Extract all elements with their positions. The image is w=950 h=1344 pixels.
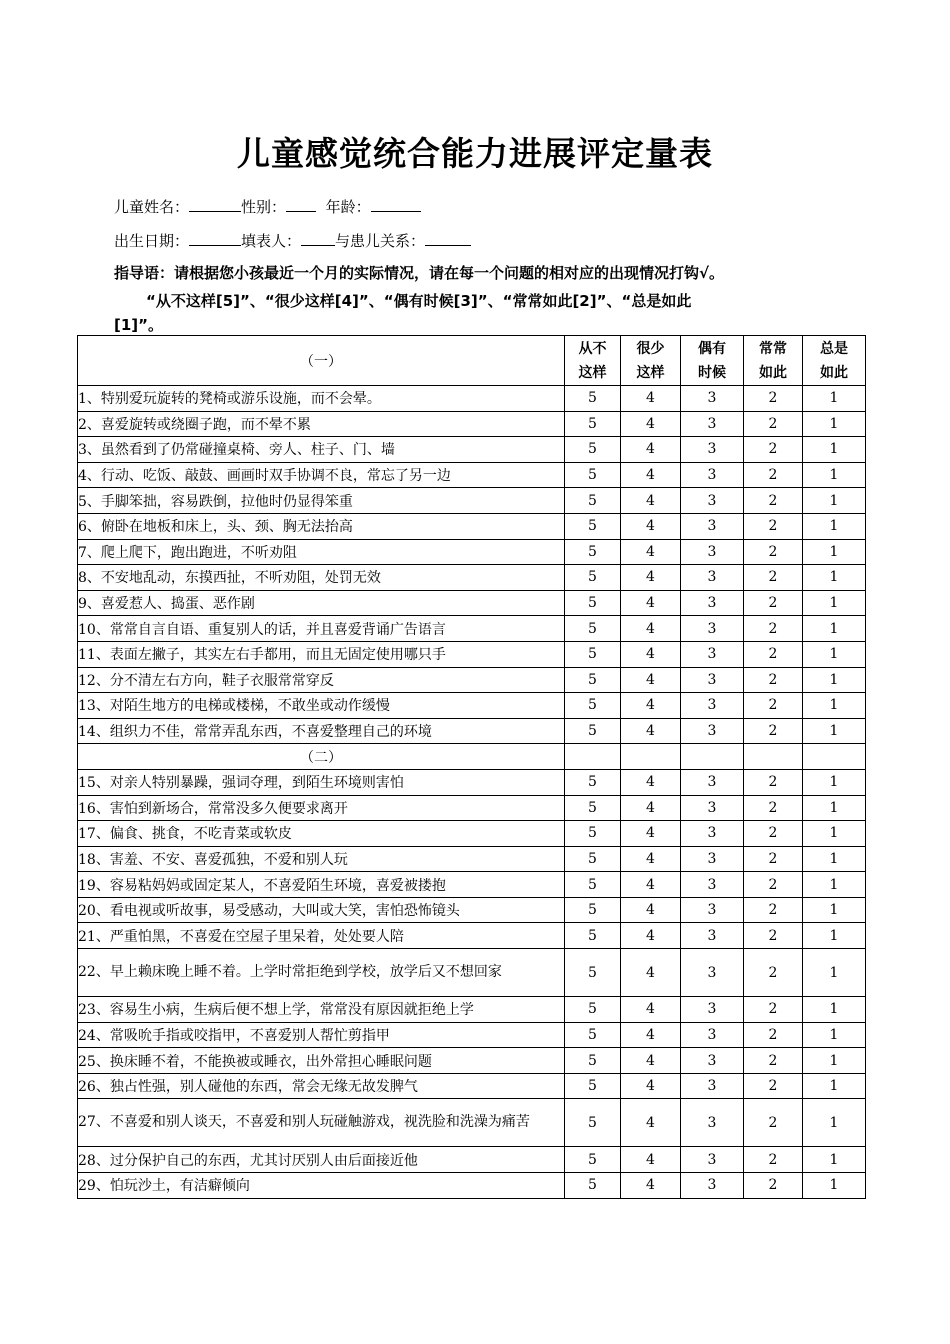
- option-always-line-2: 如此: [820, 364, 848, 381]
- score-cell[interactable]: 5: [565, 539, 621, 565]
- item-text: 20、看电视或听故事，易受感动，大叫或大笑，害怕恐怖镜头: [78, 897, 565, 923]
- table-row: [78, 718, 866, 744]
- option-rarely-line-2: 这样: [636, 364, 665, 381]
- score-cell[interactable]: 4: [621, 590, 681, 616]
- table-row: [78, 590, 866, 616]
- score-cell[interactable]: 3: [681, 897, 744, 923]
- score-cell[interactable]: 3: [681, 565, 744, 591]
- score-cell[interactable]: 5: [565, 949, 621, 997]
- score-cell[interactable]: 4: [621, 821, 681, 847]
- score-cell[interactable]: 5: [565, 846, 621, 872]
- score-cell[interactable]: 5: [565, 590, 621, 616]
- score-cell[interactable]: 3: [681, 795, 744, 821]
- score-cell[interactable]: 1: [803, 795, 866, 821]
- score-cell[interactable]: 2: [744, 923, 803, 949]
- score-cell[interactable]: 3: [681, 1022, 744, 1048]
- score-cell[interactable]: 5: [565, 821, 621, 847]
- score-cell[interactable]: 2: [744, 795, 803, 821]
- header-row: [78, 336, 866, 386]
- score-cell[interactable]: 4: [621, 949, 681, 997]
- section-1-header: （一）: [78, 336, 565, 386]
- score-cell[interactable]: 4: [621, 997, 681, 1023]
- table-row: [78, 897, 866, 923]
- score-cell[interactable]: 4: [621, 641, 681, 667]
- score-cell[interactable]: 5: [565, 565, 621, 591]
- empty-cell: [744, 744, 803, 770]
- score-cell[interactable]: 5: [565, 1022, 621, 1048]
- filler-label: 填表人：: [241, 232, 302, 250]
- score-cell[interactable]: 3: [681, 821, 744, 847]
- table-row: [78, 488, 866, 514]
- item-text: 27、不喜爱和别人谈天，不喜爱和别人玩碰触游戏，视洗脸和洗澡为痛苦: [78, 1099, 565, 1147]
- score-cell[interactable]: 4: [621, 923, 681, 949]
- option-often-line-1: 常常: [759, 340, 787, 357]
- score-cell[interactable]: 1: [803, 1048, 866, 1074]
- item-text: 15、对亲人特别暴躁，强词夺理，到陌生环境则害怕: [78, 769, 565, 795]
- score-cell[interactable]: 3: [681, 437, 744, 463]
- table-row: [78, 997, 866, 1023]
- score-cell[interactable]: 5: [565, 641, 621, 667]
- score-cell[interactable]: 2: [744, 565, 803, 591]
- score-cell[interactable]: 4: [621, 1048, 681, 1074]
- score-cell[interactable]: 2: [744, 997, 803, 1023]
- score-cell[interactable]: 4: [621, 437, 681, 463]
- item-text: 1、特别爱玩旋转的凳椅或游乐设施，而不会晕。: [78, 386, 565, 412]
- table-row: [78, 565, 866, 591]
- score-cell[interactable]: 5: [565, 795, 621, 821]
- score-cell[interactable]: 3: [681, 1099, 744, 1147]
- name-label: 儿童姓名：: [114, 198, 190, 216]
- item-text: 21、严重怕黑，不喜爱在空屋子里呆着，处处要人陪: [78, 923, 565, 949]
- score-cell[interactable]: 5: [565, 488, 621, 514]
- rating-table-body: [78, 386, 866, 1199]
- table-row: [78, 616, 866, 642]
- item-text: 22、早上赖床晚上睡不着。上学时常拒绝到学校，放学后又不想回家: [78, 949, 565, 997]
- item-text: 6、俯卧在地板和床上，头、颈、胸无法抬高: [78, 513, 565, 539]
- score-cell[interactable]: 5: [565, 411, 621, 437]
- score-cell[interactable]: 5: [565, 1073, 621, 1099]
- score-cell[interactable]: 1: [803, 1073, 866, 1099]
- score-cell[interactable]: 2: [744, 437, 803, 463]
- score-cell[interactable]: 2: [744, 1099, 803, 1147]
- info-line-2: [114, 230, 471, 251]
- table-row: [78, 1099, 866, 1147]
- score-cell[interactable]: 4: [621, 386, 681, 412]
- score-cell[interactable]: 1: [803, 641, 866, 667]
- score-cell[interactable]: 4: [621, 693, 681, 719]
- score-cell[interactable]: 5: [565, 693, 621, 719]
- page-title: 儿童感觉统合能力进展评定量表: [237, 134, 713, 173]
- score-cell[interactable]: 1: [803, 997, 866, 1023]
- item-text: 19、容易粘妈妈或固定某人，不喜爱陌生环境，喜爱被搂抱: [78, 872, 565, 898]
- table-row: [78, 795, 866, 821]
- score-cell[interactable]: 4: [621, 539, 681, 565]
- score-cell[interactable]: 4: [621, 1022, 681, 1048]
- score-cell[interactable]: 1: [803, 1147, 866, 1173]
- score-cell[interactable]: 5: [565, 667, 621, 693]
- item-text: 18、害羞、不安、喜爱孤独，不爱和别人玩: [78, 846, 565, 872]
- table-row: [78, 693, 866, 719]
- score-cell[interactable]: 2: [744, 693, 803, 719]
- item-text: 23、容易生小病，生病后便不想上学，常常没有原因就拒绝上学: [78, 997, 565, 1023]
- score-cell[interactable]: 5: [565, 769, 621, 795]
- score-cell[interactable]: 5: [565, 462, 621, 488]
- option-never-line-2: 这样: [578, 364, 607, 381]
- table-row: [78, 462, 866, 488]
- item-text: 14、组织力不佳，常常弄乱东西，不喜爱整理自己的环境: [78, 718, 565, 744]
- score-cell[interactable]: 1: [803, 539, 866, 565]
- option-always-line-1: 总是: [820, 340, 848, 357]
- gender-field[interactable]: [286, 197, 316, 212]
- empty-cell: [681, 744, 744, 770]
- score-cell[interactable]: 1: [803, 949, 866, 997]
- score-cell[interactable]: 2: [744, 872, 803, 898]
- table-row: [78, 539, 866, 565]
- score-cell[interactable]: 4: [621, 616, 681, 642]
- score-cell[interactable]: 1: [803, 1099, 866, 1147]
- score-cell[interactable]: 1: [803, 821, 866, 847]
- score-cell[interactable]: 2: [744, 1173, 803, 1199]
- score-cell[interactable]: 3: [681, 667, 744, 693]
- score-cell[interactable]: 2: [744, 949, 803, 997]
- score-cell[interactable]: 5: [565, 1048, 621, 1074]
- score-cell[interactable]: 4: [621, 1147, 681, 1173]
- score-cell[interactable]: 3: [681, 641, 744, 667]
- table-row: [78, 1173, 866, 1199]
- score-cell[interactable]: 2: [744, 488, 803, 514]
- item-text: 8、不安地乱动，东摸西扯，不听劝阻，处罚无效: [78, 565, 565, 591]
- item-text: 25、换床睡不着，不能换被或睡衣，出外常担心睡眠问题: [78, 1048, 565, 1074]
- item-text: 17、偏食、挑食，不吃青菜或软皮: [78, 821, 565, 847]
- table-row: [78, 1073, 866, 1099]
- score-cell[interactable]: 2: [744, 590, 803, 616]
- option-sometimes-line-2: 时候: [698, 364, 726, 381]
- score-cell[interactable]: 1: [803, 488, 866, 514]
- birth-field[interactable]: [189, 231, 241, 246]
- score-cell[interactable]: 2: [744, 769, 803, 795]
- table-row: [78, 872, 866, 898]
- filler-field[interactable]: [301, 231, 335, 246]
- score-cell[interactable]: 3: [681, 1173, 744, 1199]
- score-cell[interactable]: 4: [621, 411, 681, 437]
- score-cell[interactable]: 2: [744, 1073, 803, 1099]
- name-field[interactable]: [189, 197, 241, 212]
- table-row: [78, 667, 866, 693]
- score-cell[interactable]: 1: [803, 872, 866, 898]
- score-cell[interactable]: 3: [681, 616, 744, 642]
- score-cell[interactable]: 2: [744, 718, 803, 744]
- score-cell[interactable]: 3: [681, 949, 744, 997]
- empty-cell: [621, 744, 681, 770]
- option-often-line-2: 如此: [759, 364, 787, 381]
- table-row: [78, 411, 866, 437]
- score-cell[interactable]: 3: [681, 386, 744, 412]
- score-cell[interactable]: 4: [621, 872, 681, 898]
- score-cell[interactable]: 2: [744, 897, 803, 923]
- score-cell[interactable]: 3: [681, 1048, 744, 1074]
- score-cell[interactable]: 3: [681, 513, 744, 539]
- score-cell[interactable]: 5: [565, 1099, 621, 1147]
- score-cell[interactable]: 1: [803, 437, 866, 463]
- age-field[interactable]: [371, 197, 421, 212]
- item-text: 7、爬上爬下，跑出跑进，不听劝阻: [78, 539, 565, 565]
- score-cell[interactable]: 2: [744, 1022, 803, 1048]
- score-cell[interactable]: 2: [744, 616, 803, 642]
- score-cell[interactable]: 2: [744, 821, 803, 847]
- item-text: 13、对陌生地方的电梯或楼梯，不敢坐或动作缓慢: [78, 693, 565, 719]
- score-cell[interactable]: 3: [681, 462, 744, 488]
- score-cell[interactable]: 2: [744, 667, 803, 693]
- age-label: 年龄：: [325, 198, 371, 216]
- item-text: 4、行动、吃饭、敲鼓、画画时双手协调不良，常忘了另一边: [78, 462, 565, 488]
- score-cell[interactable]: 5: [565, 616, 621, 642]
- option-sometimes-line-1: 偶有: [698, 340, 726, 357]
- option-never-header: [565, 336, 621, 386]
- score-cell[interactable]: 3: [681, 693, 744, 719]
- score-cell[interactable]: 3: [681, 539, 744, 565]
- score-cell[interactable]: 4: [621, 513, 681, 539]
- option-always-header: [803, 336, 866, 386]
- score-cell[interactable]: 1: [803, 923, 866, 949]
- score-cell[interactable]: 1: [803, 718, 866, 744]
- score-cell[interactable]: 2: [744, 513, 803, 539]
- table-row: [78, 949, 866, 997]
- instruction-line-1: 指导语：请根据您小孩最近一个月的实际情况，请在每一个问题的相对应的出现情况打钩√。: [114, 264, 725, 282]
- table-row: [78, 769, 866, 795]
- table-row: [78, 641, 866, 667]
- score-cell[interactable]: 5: [565, 1147, 621, 1173]
- score-cell[interactable]: 1: [803, 667, 866, 693]
- score-cell[interactable]: 1: [803, 513, 866, 539]
- option-rarely-header: [621, 336, 681, 386]
- score-cell[interactable]: 3: [681, 769, 744, 795]
- score-cell[interactable]: 1: [803, 411, 866, 437]
- item-text: 10、常常自言自语、重复别人的话，并且喜爱背诵广告语言: [78, 616, 565, 642]
- item-text: 12、分不清左右方向，鞋子衣服常常穿反: [78, 667, 565, 693]
- item-text: 9、喜爱惹人、捣蛋、恶作剧: [78, 590, 565, 616]
- score-cell[interactable]: 1: [803, 462, 866, 488]
- table-row: [78, 923, 866, 949]
- score-cell[interactable]: 2: [744, 641, 803, 667]
- item-text: 11、表面左撇子，其实左右手都用，而且无固定使用哪只手: [78, 641, 565, 667]
- info-line-1: [114, 196, 421, 217]
- table-row: [78, 821, 866, 847]
- score-cell[interactable]: 2: [744, 462, 803, 488]
- birth-label: 出生日期：: [114, 232, 190, 250]
- score-cell[interactable]: 5: [565, 923, 621, 949]
- score-cell[interactable]: 4: [621, 462, 681, 488]
- relation-field[interactable]: [425, 231, 471, 246]
- item-text: 29、怕玩沙土，有洁癖倾向: [78, 1173, 565, 1199]
- relation-label: 与患儿关系：: [335, 232, 426, 250]
- score-cell[interactable]: 3: [681, 1073, 744, 1099]
- score-cell[interactable]: 5: [565, 718, 621, 744]
- option-rarely-line-1: 很少: [636, 340, 665, 357]
- section-2-row: [78, 744, 866, 770]
- score-cell[interactable]: 5: [565, 872, 621, 898]
- item-text: 28、过分保护自己的东西，尤其讨厌别人由后面接近他: [78, 1147, 565, 1173]
- score-cell[interactable]: 2: [744, 1147, 803, 1173]
- score-cell[interactable]: 1: [803, 897, 866, 923]
- score-cell[interactable]: 3: [681, 488, 744, 514]
- score-cell[interactable]: 4: [621, 769, 681, 795]
- score-cell[interactable]: 4: [621, 1073, 681, 1099]
- table-row: [78, 1147, 866, 1173]
- score-cell[interactable]: 2: [744, 539, 803, 565]
- score-cell[interactable]: 3: [681, 846, 744, 872]
- score-cell[interactable]: 4: [621, 795, 681, 821]
- table-row: [78, 1048, 866, 1074]
- gender-label: 性别：: [241, 198, 287, 216]
- score-cell[interactable]: 2: [744, 386, 803, 412]
- score-cell[interactable]: 2: [744, 846, 803, 872]
- score-cell[interactable]: 1: [803, 565, 866, 591]
- score-cell[interactable]: 1: [803, 386, 866, 412]
- score-cell[interactable]: 3: [681, 590, 744, 616]
- item-text: 24、常吸吮手指或咬指甲，不喜爱别人帮忙剪指甲: [78, 1022, 565, 1048]
- score-cell[interactable]: 4: [621, 488, 681, 514]
- table-row: [78, 386, 866, 412]
- score-cell[interactable]: 1: [803, 1022, 866, 1048]
- rating-table: [77, 335, 866, 1199]
- table-row: [78, 1022, 866, 1048]
- score-cell[interactable]: 5: [565, 897, 621, 923]
- item-text: 26、独占性强，别人碰他的东西，常会无缘无故发脾气: [78, 1073, 565, 1099]
- score-cell[interactable]: 5: [565, 513, 621, 539]
- option-never-line-1: 从不: [578, 340, 607, 357]
- option-sometimes-header: [681, 336, 744, 386]
- score-cell[interactable]: 4: [621, 1099, 681, 1147]
- score-cell[interactable]: 3: [681, 923, 744, 949]
- score-cell[interactable]: 1: [803, 1173, 866, 1199]
- score-cell[interactable]: 3: [681, 718, 744, 744]
- score-cell[interactable]: 2: [744, 411, 803, 437]
- score-cell[interactable]: 4: [621, 897, 681, 923]
- option-often-header: [744, 336, 803, 386]
- empty-cell: [565, 744, 621, 770]
- score-cell[interactable]: 4: [621, 565, 681, 591]
- section-2-header: （二）: [78, 744, 565, 770]
- score-cell[interactable]: 4: [621, 846, 681, 872]
- score-cell[interactable]: 1: [803, 590, 866, 616]
- item-text: 16、害怕到新场合，常常没多久便要求离开: [78, 795, 565, 821]
- score-cell[interactable]: 3: [681, 411, 744, 437]
- empty-cell: [803, 744, 866, 770]
- score-cell[interactable]: 1: [803, 846, 866, 872]
- score-cell[interactable]: 2: [744, 1048, 803, 1074]
- score-cell[interactable]: 3: [681, 997, 744, 1023]
- item-text: 2、喜爱旋转或绕圈子跑，而不晕不累: [78, 411, 565, 437]
- score-cell[interactable]: 1: [803, 693, 866, 719]
- score-cell[interactable]: 5: [565, 386, 621, 412]
- table-row: [78, 437, 866, 463]
- instruction-line-2: “从不这样[5]”、“很少这样[4]”、“偶有时候[3]”、“常常如此[2]”、“总是如此: [146, 292, 692, 310]
- table-row: [78, 846, 866, 872]
- score-cell[interactable]: 4: [621, 1173, 681, 1199]
- item-text: 5、手脚笨拙，容易跌倒，拉他时仍显得笨重: [78, 488, 565, 514]
- score-cell[interactable]: 5: [565, 1173, 621, 1199]
- score-cell[interactable]: 3: [681, 1147, 744, 1173]
- score-cell[interactable]: 4: [621, 667, 681, 693]
- score-cell[interactable]: 1: [803, 616, 866, 642]
- score-cell[interactable]: 4: [621, 718, 681, 744]
- table-row: [78, 513, 866, 539]
- item-text: 3、虽然看到了仍常碰撞桌椅、旁人、柱子、门、墙: [78, 437, 565, 463]
- score-cell[interactable]: 5: [565, 997, 621, 1023]
- instruction-line-3: [1]”。: [114, 316, 164, 334]
- score-cell[interactable]: 1: [803, 769, 866, 795]
- score-cell[interactable]: 3: [681, 872, 744, 898]
- score-cell[interactable]: 5: [565, 437, 621, 463]
